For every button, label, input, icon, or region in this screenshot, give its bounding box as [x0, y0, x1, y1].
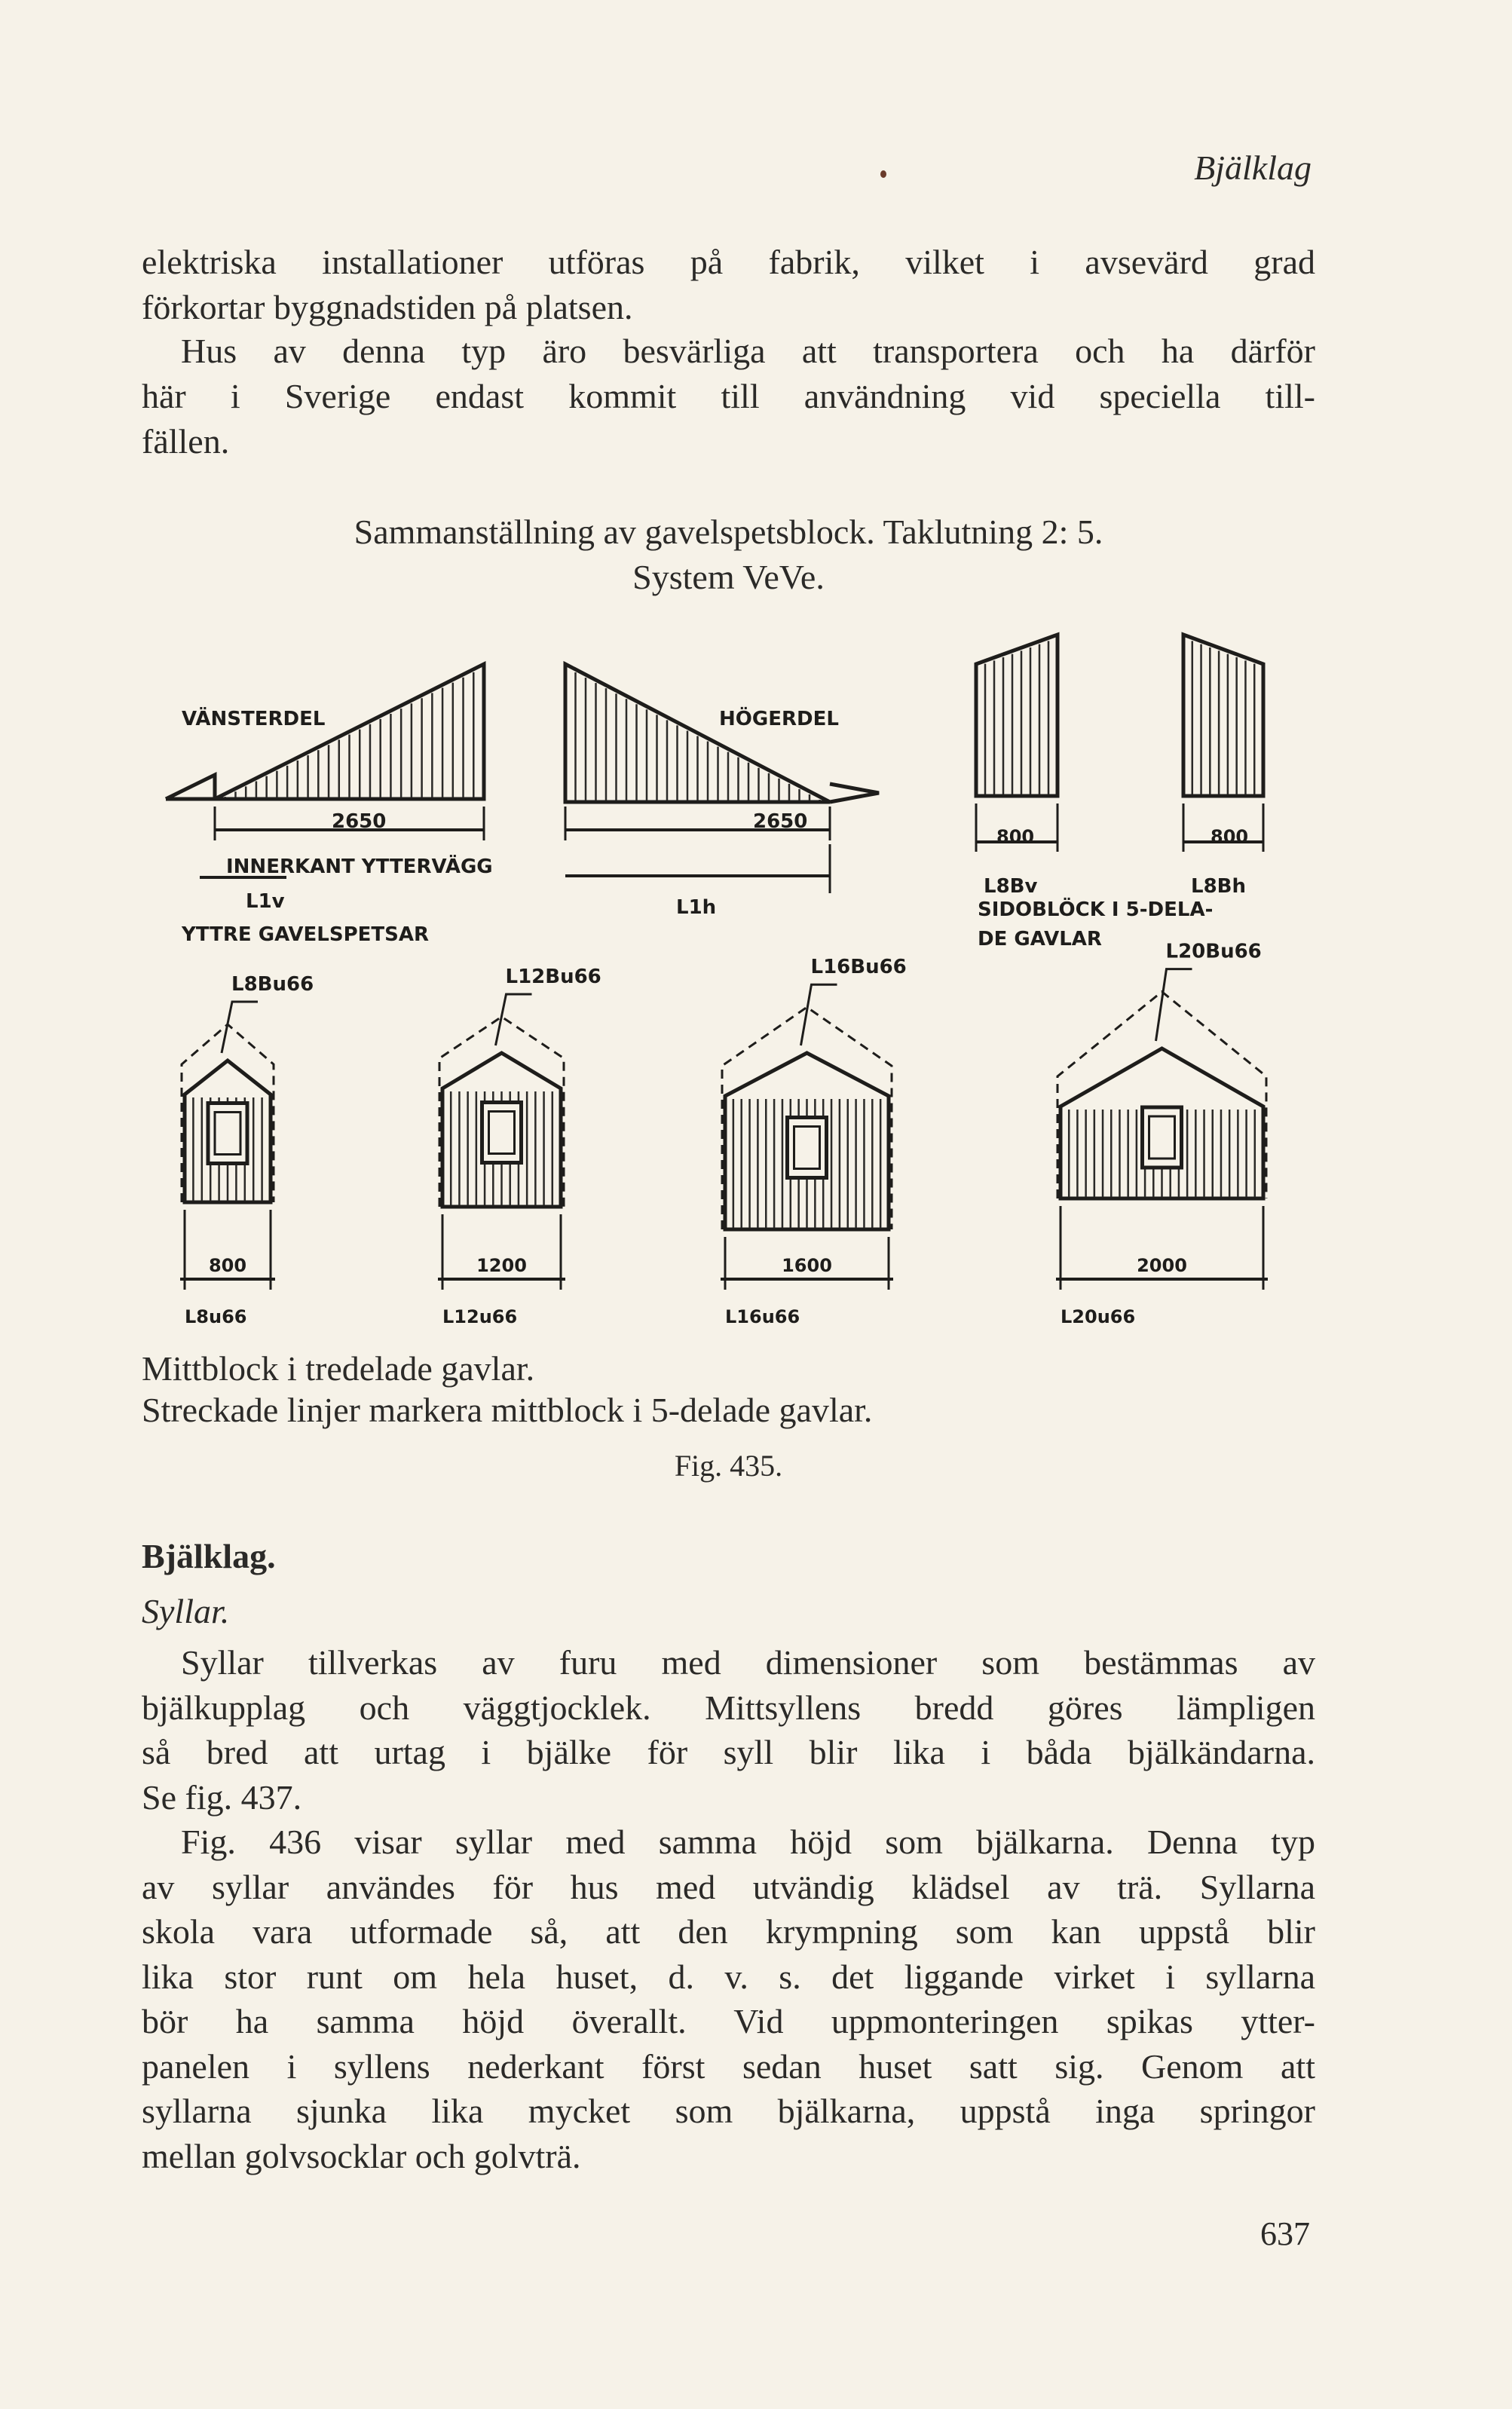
text-line: panelen i syllens nederkant först sedan huset satt sig. Genom att — [142, 2047, 1315, 2086]
middle-block-3 — [721, 956, 907, 1327]
label-l1v: L1v — [246, 890, 285, 913]
label-l8bh: L8Bh — [1191, 875, 1246, 898]
text-line: Fig. 436 visar syllar med samma höjd som bjälkarna. Denna typ — [181, 1823, 1315, 1861]
label-left-part: VÄNSTERDEL — [182, 708, 326, 730]
text-line: mellan golvsocklar och golvträ. — [142, 2137, 581, 2175]
dim-left: 2650 — [332, 810, 387, 833]
section-heading: Bjälklag. — [142, 1537, 276, 1575]
leader-line — [1156, 969, 1192, 1041]
text-line: bör ha samma höjd överallt. Vid uppmonteringen spikas ytter- — [142, 2002, 1315, 2040]
label-side-blocks-1: SIDOBLÖCK I 5-DELA- — [978, 898, 1214, 921]
figure-title: Sammanställning av gavelspetsblock. Taklutning 2: 5. — [354, 513, 1103, 551]
side-dim-right: 800 — [1211, 826, 1249, 847]
leader-line — [496, 994, 532, 1045]
leader-line — [801, 984, 837, 1045]
middle-blocks — [180, 941, 1268, 1327]
side-dim-left: 800 — [996, 826, 1035, 847]
text-line: förkortar byggnadstiden på platsen. — [142, 288, 633, 326]
text-line: här i Sverige endast kommit till användning vid speciella till- — [142, 377, 1315, 415]
text-line: Syllar tillverkas av furu med dimensioner som bestämmas av — [181, 1643, 1315, 1682]
gable-tip-blocks — [166, 635, 1263, 893]
label-l8bv: L8Bv — [984, 875, 1038, 898]
middle-block-1 — [180, 973, 314, 1327]
text-line: Se fig. 437. — [142, 1778, 302, 1817]
label-outer-gables: YTTRE GAVELSPETSAR — [182, 923, 430, 946]
side-block-left — [976, 635, 1057, 796]
label-side-blocks-2: DE GAVLAR — [978, 928, 1102, 950]
block-bottom-label: L8u66 — [185, 1306, 247, 1327]
block-top-label: L12Bu66 — [505, 966, 601, 988]
block-width: 2000 — [1137, 1255, 1187, 1276]
block-width: 1200 — [476, 1255, 527, 1276]
running-head: Bjälklag — [1194, 148, 1312, 187]
block-top-label: L20Bu66 — [1165, 940, 1262, 963]
text-line: syllarna sjunka lika mycket som bjälkarna, uppstå inga springor — [142, 2092, 1315, 2130]
text-line: fällen. — [142, 422, 230, 461]
block-bottom-label: L20u66 — [1061, 1306, 1136, 1327]
block-width: 800 — [208, 1255, 247, 1276]
block-width: 1600 — [782, 1255, 832, 1276]
middle-block-2 — [438, 966, 601, 1327]
text-line: skola vara utformade så, att den krympning som kan uppstå blir — [142, 1912, 1315, 1951]
text-line: bjälkupplag och väggtjocklek. Mittsyllens bredd göres lämpligen — [142, 1688, 1315, 1727]
block-top-label: L8Bu66 — [231, 973, 314, 996]
label-l1h: L1h — [676, 896, 717, 919]
block-top-label: L16Bu66 — [810, 956, 907, 979]
figure-title: System VeVe. — [632, 558, 825, 596]
text-line: Hus av denna typ äro besvärliga att transportera och ha därför — [181, 332, 1315, 370]
right-eave — [830, 784, 879, 802]
middle-block-4 — [1056, 941, 1268, 1327]
label-inner-edge: INNERKANT YTTERVÄGG — [226, 856, 493, 878]
dim-right: 2650 — [753, 810, 808, 833]
subheading: Syllar. — [142, 1592, 230, 1630]
block-bottom-label: L12u66 — [442, 1306, 518, 1327]
text-line: av syllar användes för hus med utvändig klädsel av trä. Syllarna — [142, 1868, 1315, 1906]
page-number: 637 — [1260, 2215, 1310, 2252]
left-eave — [166, 775, 215, 799]
figure-caption: Streckade linjer markera mittblock i 5-delade gavlar. — [142, 1391, 873, 1429]
block-bottom-label: L16u66 — [725, 1306, 800, 1327]
text-line: lika stor runt om hela huset, d. v. s. det liggande virket i syllarna — [142, 1958, 1315, 1996]
text-line: så bred att urtag i bjälke för syll blir lika i båda bjälkändarna. — [142, 1733, 1315, 1771]
side-block-right — [1183, 635, 1263, 796]
text-line: elektriska installationer utföras på fabrik, vilket i avsevärd grad — [142, 243, 1315, 281]
figure-caption: Mittblock i tredelade gavlar. — [142, 1349, 535, 1388]
figure-number: Fig. 435. — [674, 1449, 783, 1483]
label-right-part: HÖGERDEL — [719, 708, 839, 730]
